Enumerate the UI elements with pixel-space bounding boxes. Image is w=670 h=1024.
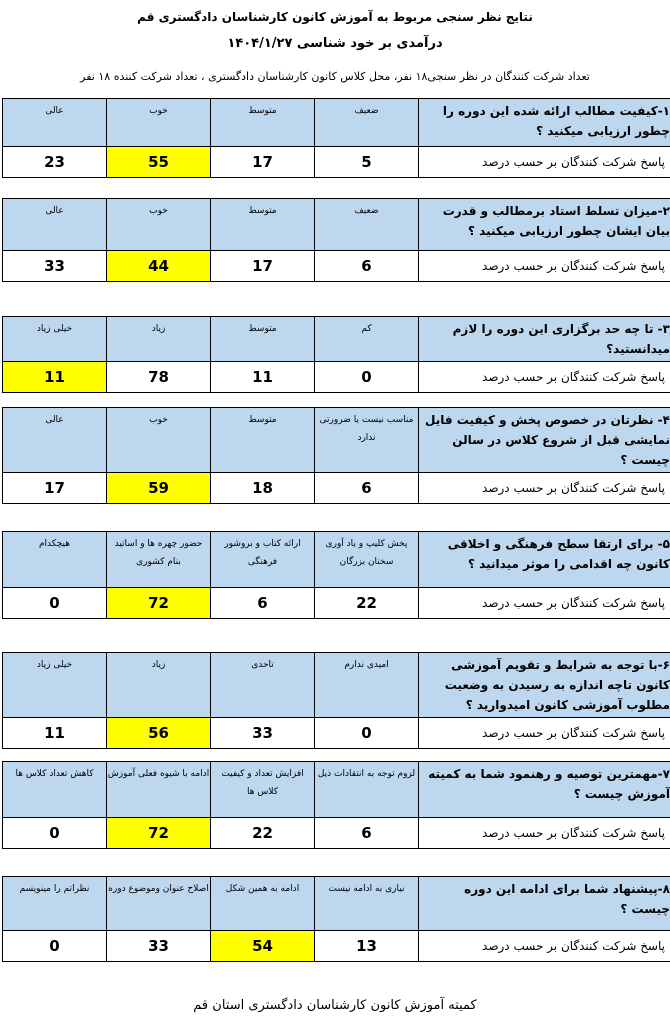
option-label: اصلاح عنوان وموضوع دوره: [107, 877, 211, 931]
question-text: ۵- برای ارتقا سطح فرهنگی و اخلاقی کانون چه اقدامی را موثر میدانید ؟: [419, 532, 670, 588]
question-text: ۶-با توجه به شرایط و تقویم آموزشی کانون تاچه اندازه به رسیدن به وضعیت مطلوب آموزشی کانون امیدوارید ؟: [419, 653, 670, 718]
question-table: [2, 316, 670, 393]
report-title: نتایج نظر سنجی مربوط به آموزش کانون کارشناسان دادگستری قم: [137, 10, 533, 24]
option-label: ارائه کتاب و بروشور فرهنگی: [211, 532, 315, 588]
percent-value: 18: [211, 473, 315, 504]
option-label: عالی: [3, 408, 107, 473]
option-label: کم: [315, 317, 419, 362]
percent-value: 11: [211, 362, 315, 393]
option-label: متوسط: [211, 317, 315, 362]
question-table: [2, 407, 670, 504]
percent-value: 33: [3, 251, 107, 282]
percent-value: 6: [315, 818, 419, 849]
percent-value-highlighted: 72: [107, 588, 211, 619]
option-label: نیازی به ادامه نیست: [315, 877, 419, 931]
question-text: ۲-میزان تسلط استاد برمطالب و قدرت بیان ایشان چطور ارزیابی میکنید ؟: [419, 199, 670, 251]
percent-value-highlighted: 54: [211, 931, 315, 962]
question-text: ۴- نظرتان در خصوص پخش و کیفیت فایل نمایشی قبل از شروع کلاس در سالن چیست ؟: [419, 408, 670, 473]
option-label: ضعیف: [315, 199, 419, 251]
percent-value: 22: [211, 818, 315, 849]
option-label: زیاد: [107, 653, 211, 718]
footer-committee: کمیته آموزش کانون کارشناسان دادگستری استان قم: [193, 998, 477, 1013]
percent-value: 13: [315, 931, 419, 962]
percent-value: 6: [315, 251, 419, 282]
question-text: ۷-مهمترین توصیه و رهنمود شما به کمیته آموزش چیست ؟: [419, 762, 670, 818]
percent-value: 0: [315, 362, 419, 393]
percent-value: 17: [211, 251, 315, 282]
percent-value: 5: [315, 147, 419, 178]
row-label: پاسخ شرکت کنندگان بر حسب درصد: [419, 718, 670, 749]
option-label: عالی: [3, 199, 107, 251]
question-table: [2, 761, 670, 849]
percent-value-highlighted: 55: [107, 147, 211, 178]
option-label: متوسط: [211, 99, 315, 147]
option-label: حضور چهره ها و اساتید بنام کشوری: [107, 532, 211, 588]
question-table: [2, 198, 670, 282]
percent-value-highlighted: 44: [107, 251, 211, 282]
percent-value: 6: [211, 588, 315, 619]
percent-value: 17: [3, 473, 107, 504]
option-label: خوب: [107, 99, 211, 147]
option-label: متوسط: [211, 408, 315, 473]
report-subtitle: درآمدی بر خود شناسی ۱۴۰۴/۱/۲۷: [227, 36, 443, 51]
percent-value: 0: [3, 588, 107, 619]
option-label: خوب: [107, 199, 211, 251]
option-label: کاهش تعداد کلاس ها: [3, 762, 107, 818]
percent-value: 33: [107, 931, 211, 962]
question-text: ۸-پیشنهاد شما برای ادامه این دوره چیست ؟: [419, 877, 670, 931]
percent-value: 23: [3, 147, 107, 178]
option-label: نظراتم را مینویسم: [3, 877, 107, 931]
percent-value-highlighted: 59: [107, 473, 211, 504]
question-table: [2, 876, 670, 962]
option-label: ادامه با شیوه فعلی آموزش: [107, 762, 211, 818]
percent-value: 0: [315, 718, 419, 749]
option-label: هیچکدام: [3, 532, 107, 588]
row-label: پاسخ شرکت کنندگان بر حسب درصد: [419, 473, 670, 504]
option-label: مناسب نیست یا ضرورتی ندارد: [315, 408, 419, 473]
option-label: خیلی زیاد: [3, 653, 107, 718]
percent-value: 33: [211, 718, 315, 749]
question-table: [2, 98, 670, 178]
option-label: لزوم توجه به انتقادات ذیل: [315, 762, 419, 818]
percent-value-highlighted: 72: [107, 818, 211, 849]
percent-value: 17: [211, 147, 315, 178]
row-label: پاسخ شرکت کنندگان بر حسب درصد: [419, 147, 670, 178]
row-label: پاسخ شرکت کنندگان بر حسب درصد: [419, 588, 670, 619]
option-label: زیاد: [107, 317, 211, 362]
participants-note: تعداد شرکت کنندگان در نظر سنجی۱۸ نفر، محل کلاس کانون کارشناسان دادگستری ، تعداد شرکت کننده ۱۸ نفر: [80, 70, 590, 83]
option-label: ضعیف: [315, 99, 419, 147]
percent-value: 78: [107, 362, 211, 393]
percent-value-highlighted: 11: [3, 362, 107, 393]
question-text: ۱-کیفیت مطالب ارائه شده این دوره را چطور ارزیابی میکنید ؟: [419, 99, 670, 147]
option-label: متوسط: [211, 199, 315, 251]
percent-value: 0: [3, 931, 107, 962]
option-label: امیدی ندارم: [315, 653, 419, 718]
question-table: [2, 652, 670, 749]
row-label: پاسخ شرکت کنندگان بر حسب درصد: [419, 818, 670, 849]
question-text: ۳- تا چه حد برگزاری این دوره را لازم میدانستید؟: [419, 317, 670, 362]
option-label: افزایش تعداد و کیفیت کلاس ها: [211, 762, 315, 818]
percent-value: 6: [315, 473, 419, 504]
percent-value: 11: [3, 718, 107, 749]
question-table: [2, 531, 670, 619]
row-label: پاسخ شرکت کنندگان بر حسب درصد: [419, 251, 670, 282]
percent-value: 0: [3, 818, 107, 849]
row-label: پاسخ شرکت کنندگان بر حسب درصد: [419, 362, 670, 393]
option-label: تاحدی: [211, 653, 315, 718]
option-label: پخش کلیپ و یاد آوری سخنان بزرگان: [315, 532, 419, 588]
option-label: خوب: [107, 408, 211, 473]
option-label: عالی: [3, 99, 107, 147]
option-label: ادامه به همین شکل: [211, 877, 315, 931]
percent-value: 22: [315, 588, 419, 619]
option-label: خیلی زیاد: [3, 317, 107, 362]
percent-value-highlighted: 56: [107, 718, 211, 749]
row-label: پاسخ شرکت کنندگان بر حسب درصد: [419, 931, 670, 962]
